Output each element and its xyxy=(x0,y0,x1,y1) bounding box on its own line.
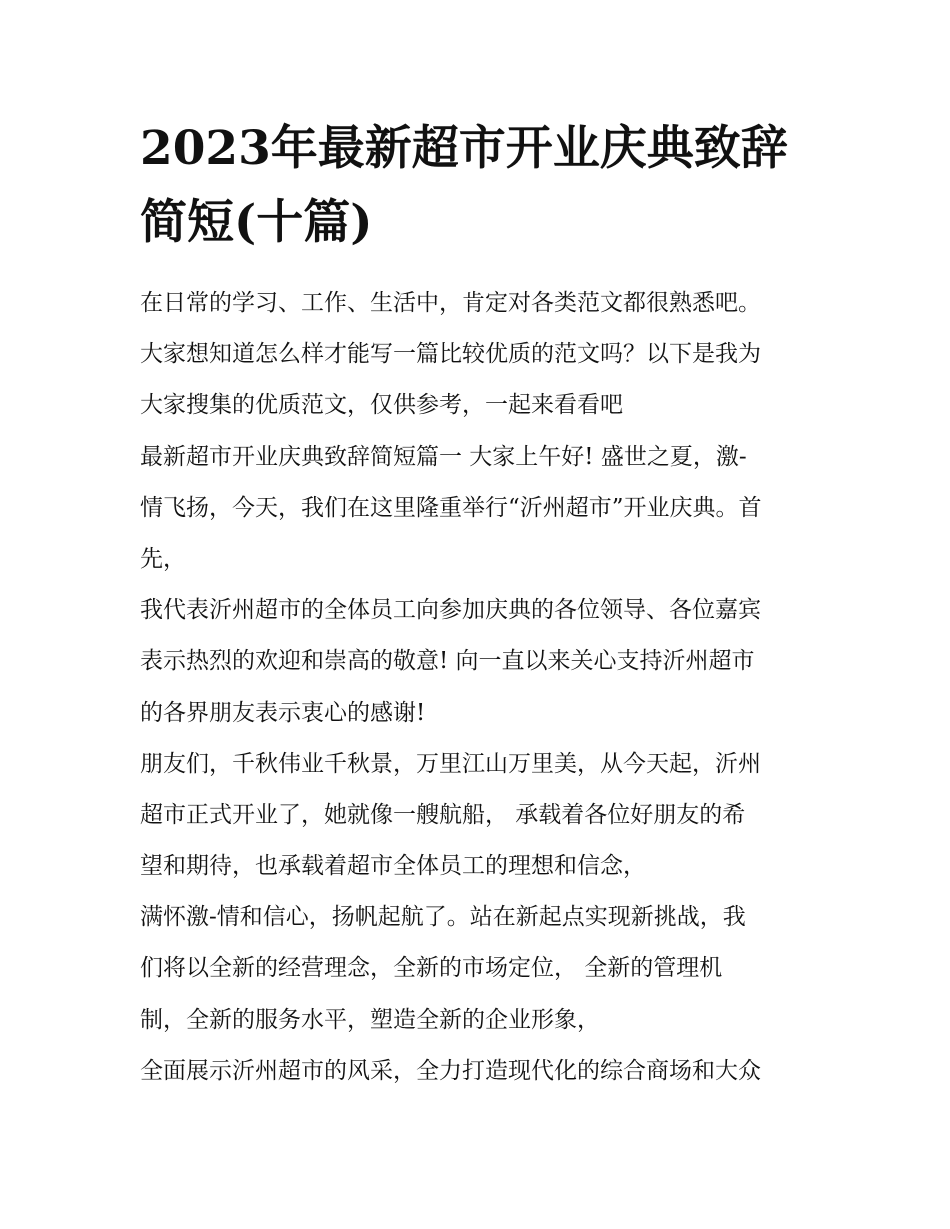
body-line: 们将以全新的经营理念，全新的市场定位， 全新的管理机 xyxy=(140,955,723,982)
title-line-1: 2023年最新超市开业庆典致辞 xyxy=(140,121,788,176)
body-line: 情飞扬，今天，我们在这里隆重举行“沂州超市”开业庆典。首 xyxy=(140,494,762,521)
body-line: 朋友们，千秋伟业千秋景，万里江山万里美，从今天起，沂州 xyxy=(140,750,761,777)
body-line: 表示热烈的欢迎和崇高的敬意! 向一直以来关心支持沂州超市 xyxy=(140,648,755,675)
body-line: 大家想知道怎么样才能写一篇比较优质的范文吗？以下是我为 xyxy=(140,341,761,368)
body-line: 我代表沂州超市的全体员工向参加庆典的各位领导、各位嘉宾 xyxy=(140,597,761,624)
body-line: 制，全新的服务水平，塑造全新的企业形象， xyxy=(140,1006,600,1033)
body-line: 大家搜集的优质范文，仅供参考，一起来看看吧 xyxy=(140,392,623,419)
body-line: 超市正式开业了，她就像一艘航船， 承载着各位好朋友的希 xyxy=(140,801,746,828)
title-line-2: 简短(十篇) xyxy=(140,195,373,250)
document-title xyxy=(140,112,830,260)
body-line: 先， xyxy=(140,545,186,572)
body-line: 的各界朋友表示衷心的感谢! xyxy=(140,699,426,726)
body-line: 全面展示沂州超市的风采，全力打造现代化的综合商场和大众 xyxy=(140,1057,761,1084)
body-line: 满怀激-情和信心，扬帆起航了。站在新起点实现新挑战，我 xyxy=(140,904,746,931)
body-line: 最新超市开业庆典致辞简短篇一 大家上午好! 盛世之夏，激- xyxy=(140,443,747,470)
body-line: 在日常的学习、工作、生活中，肯定对各类范文都很熟悉吧。 xyxy=(140,290,761,316)
body-line: 望和期待，也承载着超市全体员工的理想和信念， xyxy=(140,853,646,880)
document-body xyxy=(140,278,830,1097)
